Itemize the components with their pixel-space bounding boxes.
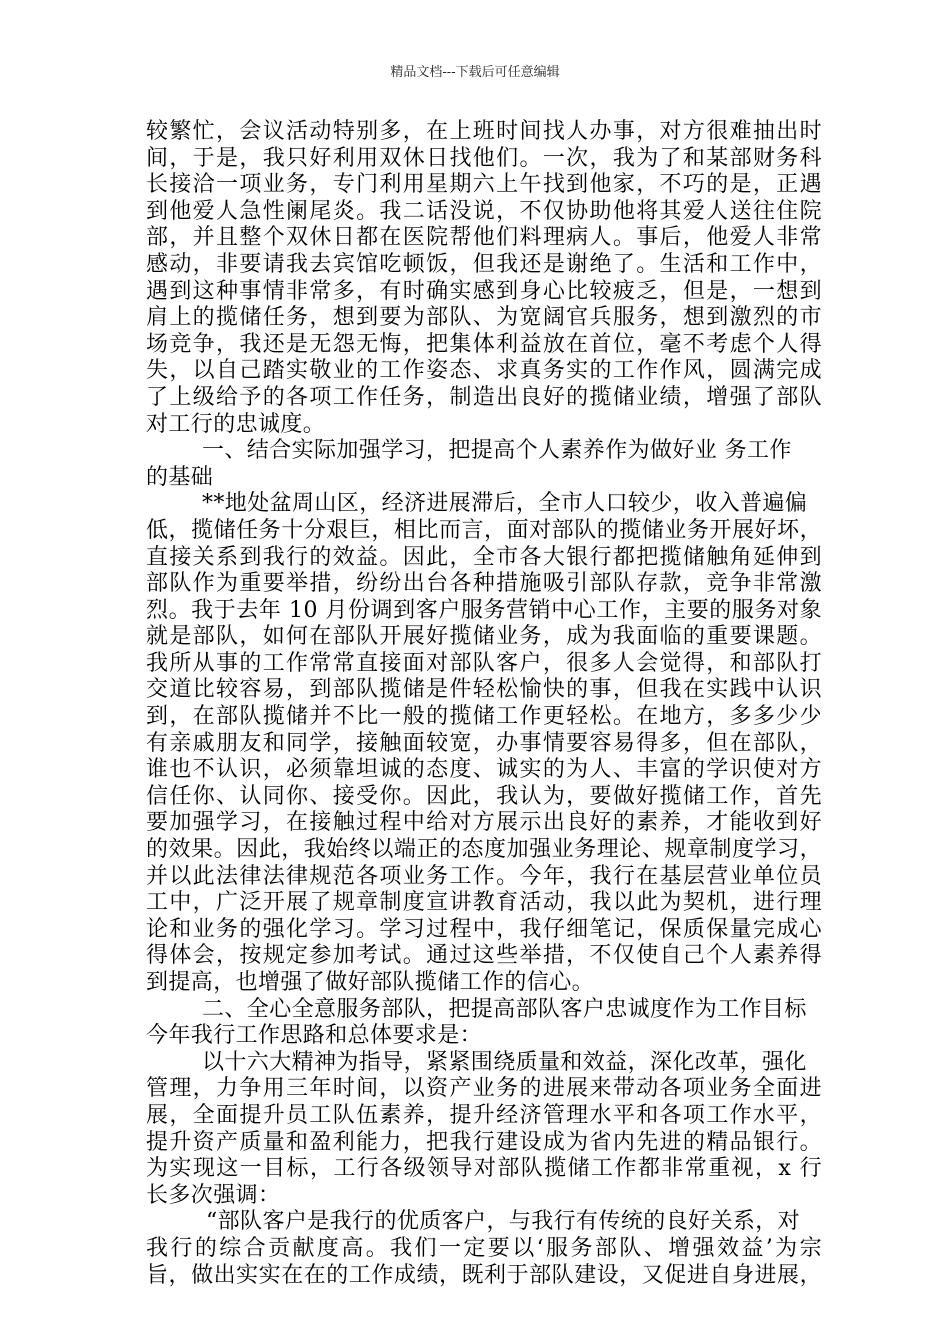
text-line: 论和业务的强化学习。学习过程中，我仔细笔记，保质保量完成心	[146, 916, 822, 942]
text-line: 就是部队，如何在部队开展好揽储业务，成为我面临的重要课题。	[146, 624, 822, 650]
text-line: 场竞争，我还是无怨无悔，把集体利益放在首位，毫不考虑个人得	[146, 331, 822, 357]
text-line: 信任你、认同你、接受你。因此，我认为，要做好揽储工作，首先	[146, 783, 822, 809]
text-line: 得体会，按规定参加考试。通过这些举措，不仅使自己个人素养得	[146, 943, 822, 969]
text-line: 并以此法律法律规范各项业务工作。今年，我行在基层营业单位员	[146, 863, 822, 889]
page-header: 精品文档---下载后可任意编辑	[390, 65, 560, 80]
document-body	[146, 119, 822, 1289]
text-line: “部队客户是我行的优质客户，与我行有传统的良好关系，对	[206, 1209, 801, 1235]
text-line: 旨，做出实实在在的工作成绩，既利于部队建设，又促进自身进展，	[146, 1262, 822, 1288]
text-line: 肩上的揽储任务，想到要为部队、为宽阔官兵服务，想到激烈的市	[146, 305, 822, 331]
text-line: 我行的综合贡献度高。我们一定要以‘服务部队、增强效益’为宗	[146, 1235, 822, 1261]
text-line: 有亲戚朋友和同学，接触面较宽，办事情要容易得多，但在部队，	[146, 730, 822, 756]
text-line: 提升资产质量和盈利能力，把我行建设成为省内先进的精品银行。	[146, 1129, 822, 1155]
text-line: 谁也不认识，必须靠坦诚的态度、诚实的为人、丰富的学识使对方	[146, 757, 822, 783]
text-line: 要加强学习，在接触过程中给对方展示出良好的素养，才能收到好	[146, 810, 822, 836]
text-line: 交道比较容易，到部队揽储是件轻松愉快的事，但我在实践中认识	[146, 677, 822, 703]
text-line: 遇到这种事情非常多，有时确实感到身心比较疲乏，但是，一想到	[146, 278, 822, 304]
text-line: 较繁忙，会议活动特别多，在上班时间找人办事，对方很难抽出时	[146, 119, 822, 144]
text-line: 了上级给予的各项工作任务，制造出良好的揽储业绩，增强了部队	[146, 384, 822, 410]
text-line: 以十六大精神为指导，紧紧围绕质量和效益，深化改革，强化	[202, 1049, 807, 1075]
text-line: 烈。我于去年 10 月份调到客户服务营销中心工作，主要的服务对象	[146, 597, 822, 623]
text-line: 部队作为重要举措，纷纷出台各种措施吸引部队存款，竞争非常激	[146, 571, 822, 597]
text-line: 到，在部队揽储并不比一般的揽储工作更轻松。在地方，多多少少	[146, 704, 822, 730]
text-line: 长多次强调：	[146, 1182, 281, 1208]
text-line: 低，揽储任务十分艰巨，相比而言，面对部队的揽储业务开展好坏，	[146, 517, 822, 543]
text-line: 到他爱人急性阑尾炎。我二话没说，不仅协助他将其爱人送往住院	[146, 198, 822, 224]
text-line: 部，并且整个双休日都在医院帮他们料理病人。事后，他爱人非常	[146, 225, 822, 251]
text-line: **地处盆周山区，经济进展滞后，全市人口较少，收入普遍偏	[202, 491, 808, 517]
text-line: 今年我行工作思路和总体要求是：	[146, 1023, 483, 1049]
text-line: 感动，非要请我去宾馆吃顿饭，但我还是谢绝了。生活和工作中，	[146, 251, 822, 277]
text-line: 一、结合实际加强学习，把提高个人素养作为做好业 务工作	[202, 438, 792, 464]
text-line: 长接洽一项业务，专门利用星期六上午找到他家，不巧的是，正遇	[146, 172, 822, 198]
text-line: 我所从事的工作常常直接面对部队客户，很多人会觉得，和部队打	[146, 650, 822, 676]
text-line: 的基础	[146, 464, 214, 490]
text-line: 失，以自己踏实敬业的工作姿态、求真务实的工作作风，圆满完成	[146, 358, 822, 384]
text-line: 直接关系到我行的效益。因此，全市各大银行都把揽储触角延伸到	[146, 544, 822, 570]
text-line: 二、全心全意服务部队，把提高部队客户忠诚度作为工作目标	[202, 996, 807, 1022]
text-line: 展，全面提升员工队伍素养，提升经济管理水平和各项工作水平，	[146, 1102, 822, 1128]
text-line: 为实现这一目标，工行各级领导对部队揽储工作都非常重视，x 行	[146, 1156, 822, 1182]
text-line: 间，于是，我只好利用双休日找他们。一次，我为了和某部财务科	[146, 145, 822, 171]
text-line: 管理，力争用三年时间，以资产业务的进展来带动各项业务全面进	[146, 1076, 822, 1102]
text-line: 对工行的忠诚度。	[146, 411, 326, 437]
text-line: 到提高，也增强了做好部队揽储工作的信心。	[146, 970, 595, 995]
text-line: 工中，广泛开展了规章制度宣讲教育活动，我以此为契机，进行理	[146, 890, 822, 916]
text-line: 的效果。因此，我始终以端正的态度加强业务理论、规章制度学习，	[146, 837, 822, 863]
